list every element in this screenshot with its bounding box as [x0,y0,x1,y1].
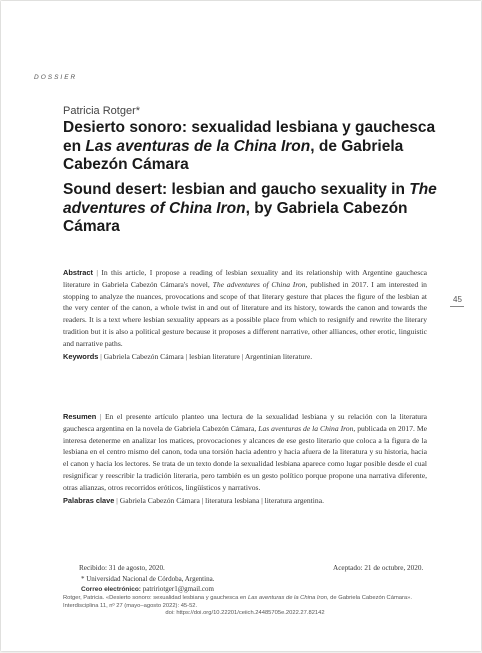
citation-block [63,595,427,618]
title-english [63,181,443,237]
title-english-part2: , by Gabriela Cabezón Cámara [63,199,408,235]
title-spanish-part1: Desierto sonoro: sexualidad lesbiana y gauchesca en [63,119,436,155]
email-line [81,585,214,595]
article-page [1,1,481,651]
title-spanish-italic: Las aventuras de la China Iron [85,137,311,155]
abstract-separator: | [96,268,98,277]
keywords-label: Keywords [63,351,99,361]
keywords-english-text: Gabriela Cabezón Cámara | lesbian literature | Argentinian literature. [103,351,313,361]
resumen-separator: | [99,412,102,421]
email-address[interactable]: patririotger1@gmail.com [142,584,214,593]
keywords-separator: | [100,351,102,361]
received-date: Recibido: 31 de agosto, 2020. [79,564,165,572]
title-spanish-part2: , de Gabriela Cabezón Cámara [63,137,404,173]
keywords-spanish [63,495,427,507]
section-label: DOSSIER [34,74,78,81]
citation-doi[interactable]: doi: https://doi.org/10.22201/ceiich.24485705e.2022.27.82142 [165,610,325,617]
abstract-spanish [63,411,427,506]
page-number-rule [450,306,464,307]
abstract-english-body [63,267,427,350]
keywords-spanish-text: Gabriela Cabezón Cámara | literatura lesbiana | literatura argentina. [119,495,324,505]
abstract-english-italic: The adventures of China Iron [212,279,306,289]
citation-text2: , de Gabriela Cabezón Cámara». Interdisciplina 11, nº 27 (mayo–agosto 2022): 45-52. [63,595,412,609]
affiliation: * Universidad Nacional de Córdoba, Argentina. [81,575,215,583]
palabras-clave-label: Palabras clave [63,495,115,505]
email-label: Correo electrónico: [81,585,141,593]
abstract-english-text1: In this article, I propose a reading of lesbian sexuality and its relationship with Argentine gauchesca literature in Gabriela Cabezón Cámara's novel, [63,268,427,289]
abstract-english-text2: , published in 2017. I am interested in stopping to analyze the nuances, provocations and scope of that literary gesture that places the figure of the lesbian at the very center of the canon, a whole twist in and out of literature and its history, towards the canon and towards the readers. It is a text where lesbian sexuality appears as a possible place from which to resignify and rewrite the literary tradition but it is also a political gesture because it proposes a different narrative, other alliances, other erotic, linguistic and narrative paths. [63,279,427,348]
author-name: Patricia Rotger* [63,105,141,117]
abstract-english [63,267,427,362]
abstract-label: Abstract [63,268,93,277]
citation-italic: Las aventuras de la China Iron [247,595,327,601]
keywords-english [63,351,427,363]
resumen-label: Resumen [63,412,97,421]
abstract-spanish-text1: En el presente artículo planteo una lectura de la sexualidad lesbiana y su relación con la literatura gauchesca argentina en la novela de Gabriela Cabezón Cámara, [63,412,428,433]
abstract-spanish-body [63,411,427,494]
title-spanish [63,119,443,175]
author-footnote [81,575,214,594]
citation-text1: Rotger, Patricia. «Desierto sonoro: sexualidad lesbiana y gauchesca en [63,595,248,601]
title-english-italic: The adventures of China Iron [63,181,437,217]
accepted-date: Aceptado: 21 de octubre, 2020. [333,564,424,572]
abstract-spanish-italic: Las aventuras de la China Iron [258,423,354,433]
title-english-part1: Sound desert: lesbian and gaucho sexuality in [63,181,410,198]
palabras-clave-separator: | [116,495,118,505]
page-number: 45 [453,295,462,304]
abstract-spanish-text2: , publicada en 2017. Me interesa detenerme en analizar los matices, provocaciones y alcances de ese gesto literario que coloca a la figura de la lesbiana en el centro mismo del canon, toda una torsión hacia adentro y hacia afuera de la literatura y su historia, hacia el canon y hacia los lectores. Se trata de un texto donde la sexualidad lesbiana aparece como lugar posible desde el cual resignificar y reescribir la tradición literaria, pero también es un gesto político porque propone una narrativa diferente, otras alianzas, otros recorridos eróticos, lingüísticos y narrativos. [63,423,428,492]
